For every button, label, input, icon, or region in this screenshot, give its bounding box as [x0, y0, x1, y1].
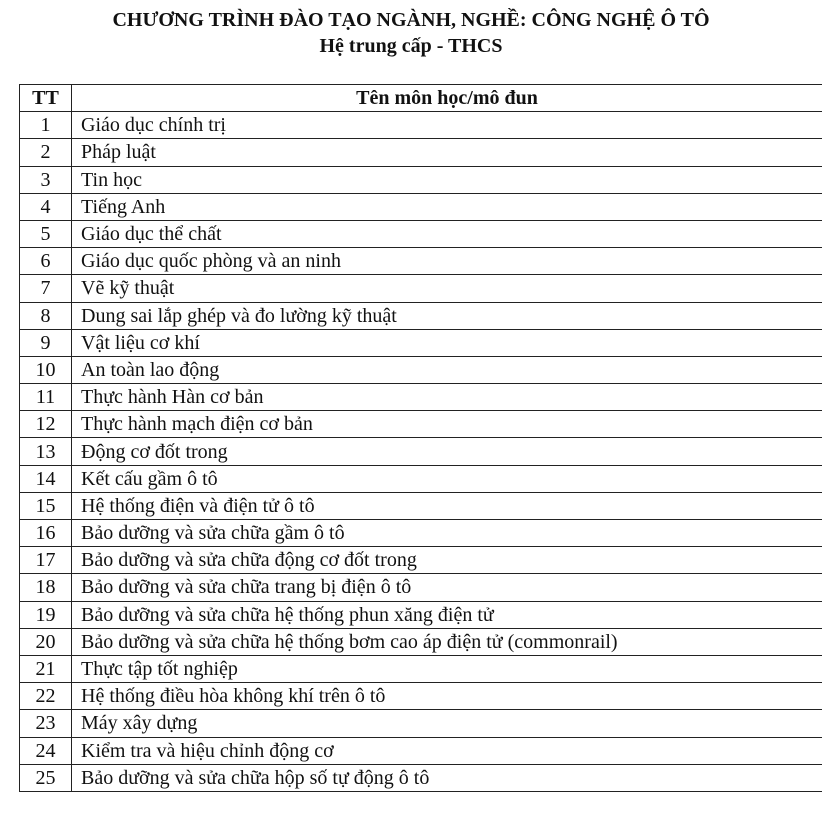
column-header-subject-name: Tên môn học/mô đun [72, 85, 822, 112]
subject-name-cell: Dung sai lắp ghép và đo lường kỹ thuật [72, 302, 822, 329]
table-row [20, 139, 822, 166]
column-header-tt: TT [20, 85, 72, 112]
table-row [20, 520, 822, 547]
row-number-cell: 22 [20, 683, 72, 710]
document-title: CHƯƠNG TRÌNH ĐÀO TẠO NGÀNH, NGHỀ: CÔNG NGHỆ Ô TÔ [112, 9, 710, 31]
subject-name-cell: Vẽ kỹ thuật [72, 275, 822, 302]
table-row [20, 356, 822, 383]
subject-name-cell: Kiểm tra và hiệu chỉnh động cơ [72, 737, 822, 764]
table-row [20, 465, 822, 492]
table-row [20, 601, 822, 628]
table-row [20, 547, 822, 574]
subject-name-cell: Bảo dưỡng và sửa chữa trang bị điện ô tô [72, 574, 822, 601]
subject-name-cell: Giáo dục quốc phòng và an ninh [72, 248, 822, 275]
row-number-cell: 10 [20, 356, 72, 383]
row-number-cell: 4 [20, 193, 72, 220]
row-number-cell: 20 [20, 628, 72, 655]
table-row [20, 275, 822, 302]
row-number-cell: 2 [20, 139, 72, 166]
row-number-cell: 19 [20, 601, 72, 628]
table-row [20, 574, 822, 601]
table-row [20, 220, 822, 247]
subject-name-cell: Giáo dục thể chất [72, 220, 822, 247]
row-number-cell: 16 [20, 520, 72, 547]
row-number-cell: 9 [20, 329, 72, 356]
subject-name-cell: Bảo dưỡng và sửa chữa hệ thống phun xăng điện tử [72, 601, 822, 628]
table-row [20, 112, 822, 139]
row-number-cell: 6 [20, 248, 72, 275]
row-number-cell: 23 [20, 710, 72, 737]
table-row [20, 384, 822, 411]
row-number-cell: 1 [20, 112, 72, 139]
subject-name-cell: Máy xây dựng [72, 710, 822, 737]
table-row [20, 302, 822, 329]
table-row [20, 655, 822, 682]
table-row [20, 193, 822, 220]
subject-name-cell: Tiếng Anh [72, 193, 822, 220]
subject-name-cell: Thực tập tốt nghiệp [72, 655, 822, 682]
subject-name-cell: Hệ thống điện và điện tử ô tô [72, 492, 822, 519]
table-header-row [20, 85, 822, 112]
table-row [20, 166, 822, 193]
table-row [20, 737, 822, 764]
table-body [20, 112, 822, 792]
row-number-cell: 25 [20, 764, 72, 791]
table-row [20, 438, 822, 465]
row-number-cell: 12 [20, 411, 72, 438]
subject-name-cell: Vật liệu cơ khí [72, 329, 822, 356]
row-number-cell: 13 [20, 438, 72, 465]
subject-name-cell: Tin học [72, 166, 822, 193]
subject-name-cell: Pháp luật [72, 139, 822, 166]
row-number-cell: 18 [20, 574, 72, 601]
subject-name-cell: Bảo dưỡng và sửa chữa gầm ô tô [72, 520, 822, 547]
table-row [20, 411, 822, 438]
subject-name-cell: Bảo dưỡng và sửa chữa hộp số tự động ô tô [72, 764, 822, 791]
curriculum-table [19, 84, 822, 792]
subject-name-cell: Thực hành mạch điện cơ bản [72, 411, 822, 438]
table-row [20, 329, 822, 356]
row-number-cell: 3 [20, 166, 72, 193]
document-subtitle: Hệ trung cấp - THCS [319, 35, 503, 57]
table-row [20, 710, 822, 737]
table-row [20, 764, 822, 791]
subject-name-cell: Giáo dục chính trị [72, 112, 822, 139]
table-row [20, 248, 822, 275]
table-row [20, 683, 822, 710]
subject-name-cell: Thực hành Hàn cơ bản [72, 384, 822, 411]
row-number-cell: 7 [20, 275, 72, 302]
row-number-cell: 5 [20, 220, 72, 247]
subject-name-cell: Bảo dưỡng và sửa chữa động cơ đốt trong [72, 547, 822, 574]
subject-name-cell: Động cơ đốt trong [72, 438, 822, 465]
subject-name-cell: Kết cấu gầm ô tô [72, 465, 822, 492]
row-number-cell: 15 [20, 492, 72, 519]
row-number-cell: 8 [20, 302, 72, 329]
subject-name-cell: Bảo dưỡng và sửa chữa hệ thống bơm cao áp điện tử (commonrail) [72, 628, 822, 655]
table-row [20, 628, 822, 655]
subject-name-cell: Hệ thống điều hòa không khí trên ô tô [72, 683, 822, 710]
row-number-cell: 21 [20, 655, 72, 682]
row-number-cell: 24 [20, 737, 72, 764]
subject-name-cell: An toàn lao động [72, 356, 822, 383]
table-row [20, 492, 822, 519]
row-number-cell: 11 [20, 384, 72, 411]
row-number-cell: 17 [20, 547, 72, 574]
row-number-cell: 14 [20, 465, 72, 492]
